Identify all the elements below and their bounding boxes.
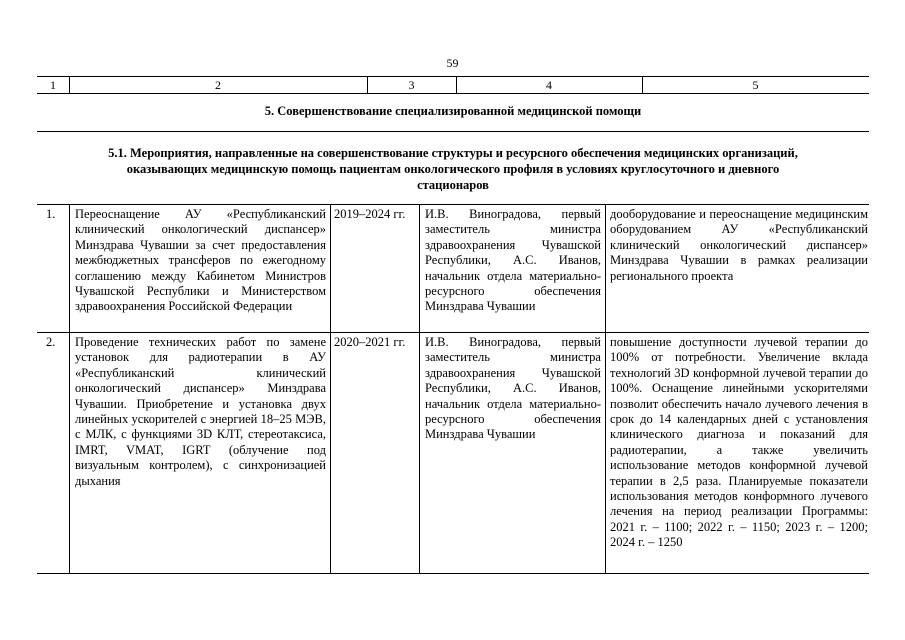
divider [367, 76, 368, 93]
responsible-cell: И.В. Виноградова, первый заместитель министра здравоохранения Чувашской Республики, А.С. Иванов, начальник отдела материально-ресурсного обеспечения Минздрава Чувашии [425, 207, 601, 314]
column-header-1: 1 [50, 78, 56, 92]
divider [642, 76, 643, 93]
activity-cell: Проведение технических работ по замене установок для радиотерапии в АУ «Республиканский клинический онкологический диспансер» Минздрава Чувашии. Приобретение и установка двух линейных ускорителей с энергией 18–25 МЭВ, с МЛК, с функциями 3D КЛТ, стереотаксиса, IMRT, VMAT, IGRT (облучение под визуальным контролем), с синхронизацией дыхания [75, 335, 326, 488]
divider [69, 76, 70, 93]
activity-cell: Переоснащение АУ «Республиканский клинический онкологический диспансер» Минздрава Чувашии за счет предоставления межбюджетных трансферов по ежегодному соглашению между Кабинетом Министров Чувашской Республики и Министерством здравоохранения Российской Федерации [75, 207, 326, 314]
divider [330, 204, 331, 574]
responsible-cell: И.В. Виноградова, первый заместитель министра здравоохранения Чувашской Республики, А.С. Иванов, начальник отдела материально-ресурсного обеспечения Минздрава Чувашии [425, 335, 601, 442]
row-number: 1. [46, 207, 56, 221]
result-cell: дооборудование и переоснащение медицинским оборудованием АУ «Республиканский клинический онкологический диспансер» Минздрава Чувашии в рамках реализации регионального проекта [610, 207, 868, 283]
divider [37, 204, 869, 205]
divider [456, 76, 457, 93]
row-number: 2. [46, 335, 56, 349]
column-header-5: 5 [752, 78, 759, 92]
divider [37, 131, 869, 132]
divider [37, 332, 869, 333]
period-cell: 2019–2024 гг. [334, 207, 406, 221]
column-header-2: 2 [215, 78, 221, 92]
divider [37, 573, 869, 574]
column-header-3: 3 [408, 78, 415, 92]
page-number: 59 [446, 56, 459, 70]
period-cell: 2020–2021 гг. [334, 335, 406, 349]
divider [419, 204, 420, 574]
section-title: 5. Совершенствование специализированной медицинской помощи [264, 104, 642, 118]
column-header-row [37, 76, 869, 94]
divider [69, 204, 70, 574]
column-header-4: 4 [546, 78, 552, 92]
result-cell: повышение доступности лучевой терапии до 100% от потребности. Увеличение вклада технологий 3D конформной лучевой терапии до 100%. Оснащение линейными ускорителями позволит обеспечить начало лучевого лечения в срок до 14 календарных дней с установления клинического диагноза и показаний для радиотерапии, а также увеличить использование методов конформной лучевой терапии в 2,5 раза. Планируемые показатели использования методов конформного лучевого лечения на период реализации Программы: 2021 г. – 1100; 2022 г. – 1150; 2023 г. – 1200; 2024 г. – 1250 [610, 335, 868, 550]
divider [605, 204, 606, 574]
subsection-title: 5.1. Мероприятия, направленные на совершенствование структуры и ресурсного обеспечения медицинских организаций, оказывающих медицинскую помощь пациентам онкологического профиля в условиях круглосуточного и дневного стационаров [108, 146, 798, 192]
